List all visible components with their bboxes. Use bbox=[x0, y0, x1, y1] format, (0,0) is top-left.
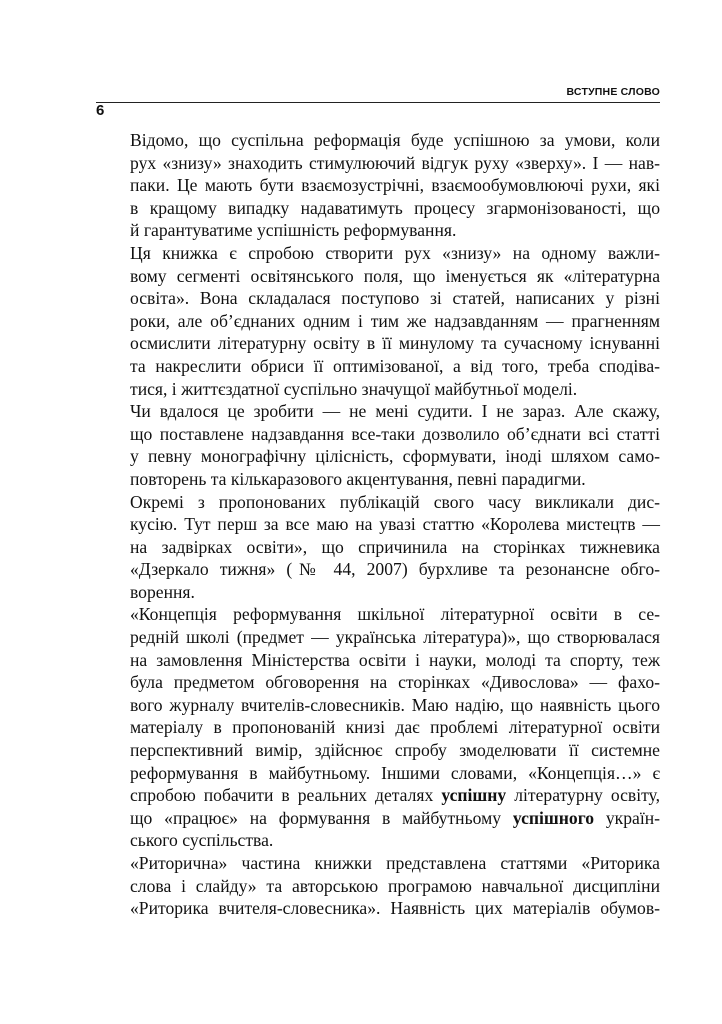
text-line: тися, і життєздатної суспільно значущої майбутньої моделі. bbox=[130, 378, 578, 399]
text-run: україн- bbox=[594, 807, 660, 828]
page-number: 6 bbox=[96, 102, 105, 119]
text-line: й гарантуватиме успішність реформування. bbox=[130, 220, 457, 241]
text-line: у певну монографічну цілісність, сформувати, іноді шляхом само- bbox=[130, 446, 660, 467]
paragraph-5 bbox=[96, 603, 660, 852]
paragraph-4 bbox=[96, 491, 660, 604]
text-line: «Риторична» частина книжки представлена статтями «Риторика bbox=[130, 853, 660, 873]
emphasis-successful-society: успішного bbox=[512, 807, 595, 828]
text-line: осмислити літературну освіту в її минулому та сучасному існуванні bbox=[130, 333, 660, 354]
text-line: та накреслити обриси її оптимізованої, а від того, треба сподіва- bbox=[130, 355, 660, 376]
paragraph-1 bbox=[96, 129, 660, 242]
text-run: спробою побачити в реальних деталях bbox=[130, 785, 442, 806]
body-text bbox=[96, 129, 660, 920]
text-run: що «працює» на формування в майбутньому bbox=[130, 807, 513, 828]
running-head: ВСТУПНЕ СЛОВО bbox=[566, 86, 660, 98]
paragraph-3 bbox=[96, 400, 660, 490]
text-line: Чи вдалося це зробити — не мені судити. І не зараз. Але скажу, bbox=[130, 401, 660, 422]
text-line: кусію. Тут перш за все маю на увазі статтю «Королева мистецтв — bbox=[130, 514, 660, 535]
text-line: слова і слайду» та авторською програмою навчальної дисципліни bbox=[130, 875, 660, 896]
emphasis-successful: успішну bbox=[441, 785, 507, 806]
text-line: «Риторика вчителя-словесника». Наявність цих матеріалів обумов- bbox=[130, 898, 660, 919]
text-line: ського суспільства. bbox=[130, 830, 274, 851]
text-line: ворення. bbox=[130, 581, 195, 602]
text-line: вого журналу вчителів-словесників. Маю надію, що наявність цього bbox=[130, 694, 660, 715]
text-line: була предметом обговорення на сторінках «Дивослова» — фахо- bbox=[130, 672, 660, 693]
text-line-with-emphasis bbox=[96, 784, 660, 807]
text-line: роки, але об’єднаних одним і тим же надзавданням — прагненням bbox=[130, 310, 660, 331]
text-line: в кращому випадку надаватимуть процесу згармонізованості, що bbox=[130, 197, 660, 218]
text-line: Відомо, що суспільна реформація буде успішною за умови, коли bbox=[130, 130, 660, 150]
text-line: Окремі з пропонованих публікацій свого часу викликали дис- bbox=[130, 491, 660, 512]
text-line: матеріалу в пропонованій книзі дає проблемі літературної освіти bbox=[130, 717, 660, 738]
paragraph-6 bbox=[96, 852, 660, 920]
text-line: редній школі (предмет — українська література)», що створювалася bbox=[130, 627, 660, 648]
text-line: повторень та кількаразового акцентування, певні парадигми. bbox=[130, 468, 586, 489]
paragraph-2 bbox=[96, 242, 660, 400]
text-line: вому сегменті освітянського поля, що іменується як «літературна bbox=[130, 265, 660, 286]
text-line-with-emphasis bbox=[96, 807, 660, 830]
text-run: літературну освіту, bbox=[506, 785, 660, 806]
text-line: «Дзеркало тижня» (№ 44, 2007) бурхливе та резонансне обго- bbox=[130, 559, 660, 580]
text-line: реформування в майбутньому. Іншими словами, «Концепція…» є bbox=[130, 762, 660, 783]
header-rule bbox=[96, 102, 660, 103]
text-line: рух «знизу» знаходить стимулюючий відгук руху «зверху». І — нав- bbox=[130, 152, 660, 173]
text-line: паки. Це мають бути взаємозустрічні, взаємообумовлюючі рухи, які bbox=[130, 175, 660, 196]
text-line: перспективний вимір, здійснює спробу змоделювати її системне bbox=[130, 740, 660, 761]
text-line: на замовлення Міністерства освіти і науки, молоді та спорту, теж bbox=[130, 649, 660, 670]
text-line: Ця книжка є спробою створити рух «знизу» на одному важли- bbox=[130, 242, 660, 263]
text-line: що поставлене надзавдання все-таки дозволило об’єднати всі статті bbox=[130, 423, 660, 444]
text-line: «Концепція реформування шкільної літературної освіти в се- bbox=[130, 604, 660, 625]
text-line: на задвірках освіти», що спричинила на сторінках тижневика bbox=[130, 536, 660, 557]
text-line: освіта». Вона складалася поступово зі статей, написаних у різні bbox=[130, 288, 660, 309]
